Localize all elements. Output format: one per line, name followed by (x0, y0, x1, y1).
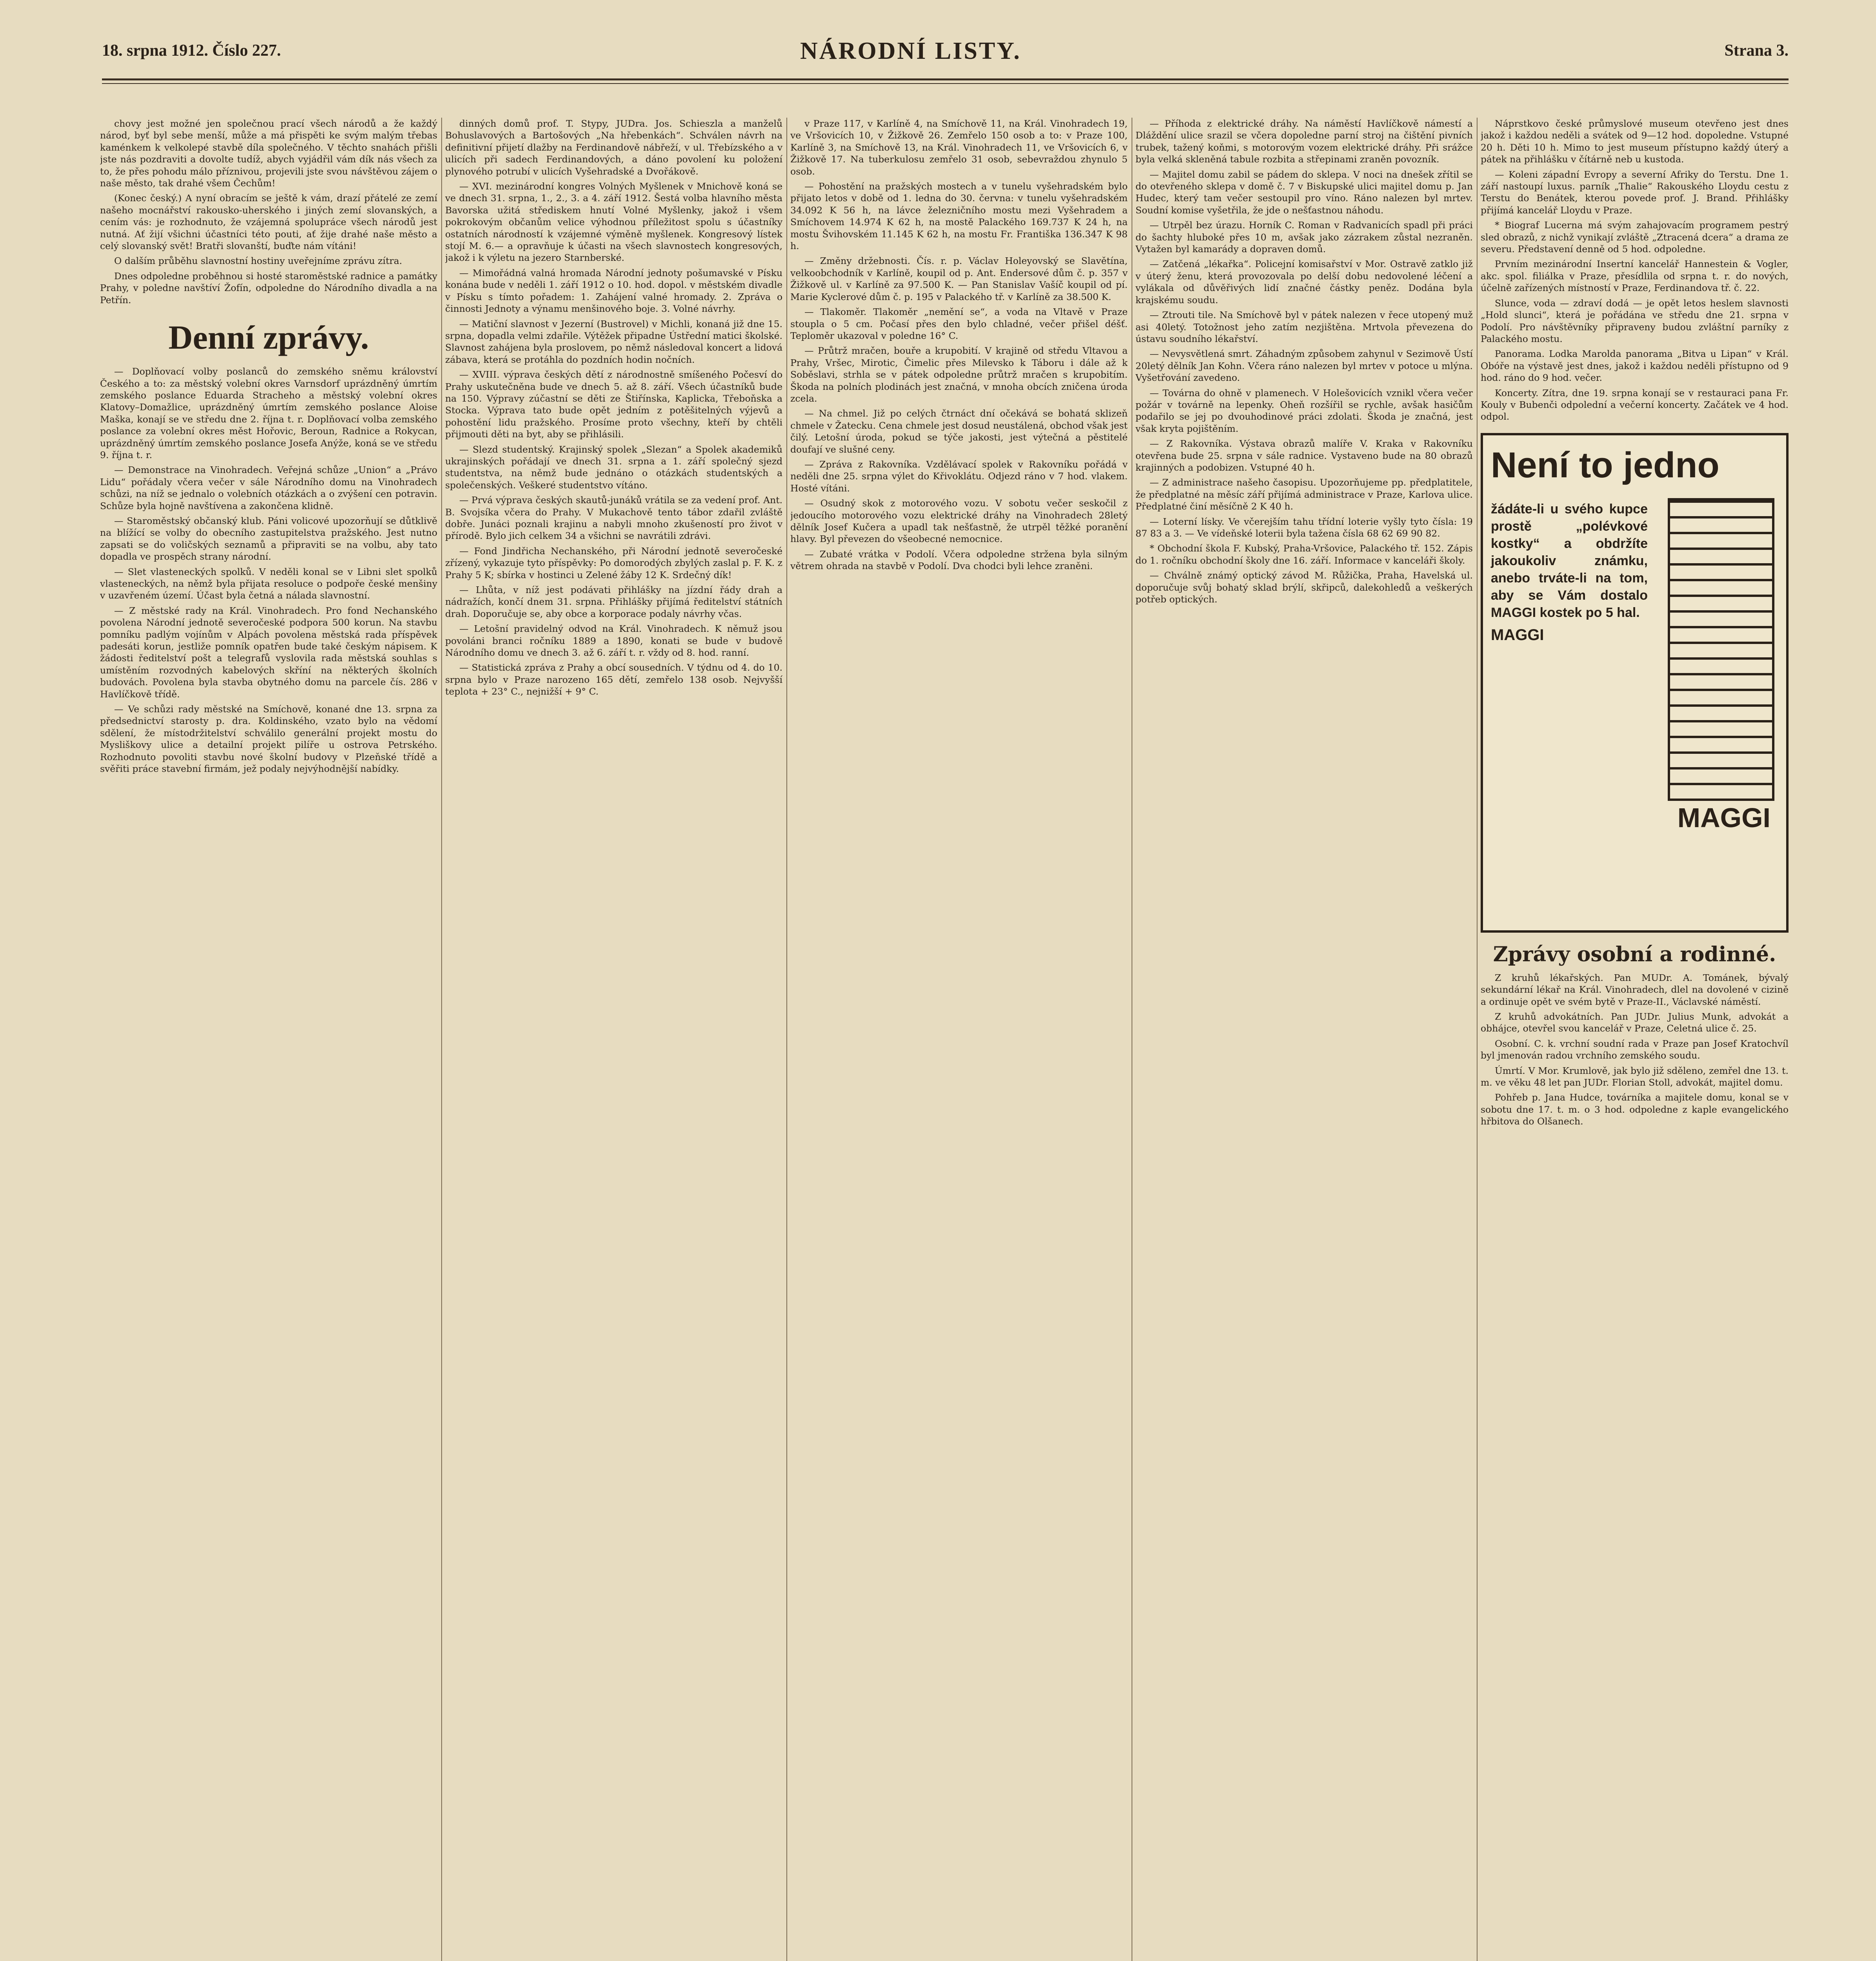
news-item: — Tlakoměr. Tlakoměr „nemění se“, a voda na Vltavě v Praze stoupla o 5 cm. Počasí přes den bylo chladné, večer přišel déšť. Teploměr ukazoval v poledne 16° C. (790, 306, 1128, 341)
section-heading: Zprávy osobní a rodinné. (1493, 942, 1776, 966)
news-item: dinných domů prof. T. Stypy, JUDra. Jos. Schieszla a manželů Bohuslavových a Bartošových „Na hřebenkách“. Schválen návrh na definitivní přijetí dlažby na Ferdinandově nábřeží, v ul. Třebízského a v ulicích při sadech Ferdinandových, a dáno povolení ku položení plynového potrubí v ulicích Vyšehradské a Dvořákově. (445, 118, 782, 177)
article-paragraph: (Konec český.) A nyní obracím se ještě k vám, drazí přátelé ze zemí našeho mocnářství rakousko-uherského i jiných zemí slovanských, a cením vás: je rozhodnuto, že vzájemná spolupráce všech národů jest nutná. Ať žijí všichni účastníci této pouti, ať žije drahé naše město a celý slovanský svět! Bratři slovanští, buďte nám vítáni! (100, 193, 437, 252)
news-item: — Doplňovací volby poslanců do zemského sněmu království Českého a to: za městský volební okres Varnsdorf uprázdněný úmrtím zemského poslance Eduarda Stracheho a městský volební okres Klatovy–Domažlice, uprázdněný úmrtím zemského poslance Aloise Maška, konají se ve středu dne 2. října t. r. Doplňovací volba zemského poslance za volební okres měst Hořovic, Beroun, Radnice a Rokycan, uprázdněný úmrtím zemského poslance Josefa Anýže, koná se ve středu 9. října t. r. (100, 366, 437, 460)
news-item: — Lhůta, v níž jest podávati přihlášky na jízdní řády drah a nádražích, končí dnem 31. srpna. Přihlášky přijímá ředitelství státních drah. Doporučuje se, aby obce a korporace podaly návrhy včas. (445, 584, 782, 619)
article-paragraph: O dalším průběhu slavnostní hostiny uveřejníme zprávu zítra. (114, 255, 402, 267)
news-item: — Změny držebnosti. Čís. r. p. Václav Holeyovský se Slavětína, velkoobchodník v Karlíně, koupil od p. Ant. Endersové dům č. p. 357 v Žižkově ul. v Karlíně za 97.500 K. — Pan Stanislav Vašíč koupil od pí. Marie Kyclerové dům č. p. 195 v Palackého tř. v Karlíně za 38.500 K. (790, 255, 1128, 302)
ad-headline: Není to jedno (1491, 445, 1720, 485)
news-item: — Staroměstský občanský klub. Páni volicové upozorňují se důtklivě na blížící se volby do obecního zastupitelstva pražského. Jest nutno zapsati se do voličských seznamů a připraviti se na volbu, aby tato dopadla ve prospěch strany národní. (100, 515, 437, 562)
news-item: — Pohostění na pražských mostech a v tunelu vyšehradském bylo přijato letos v době od 1. ledna do 30. června: v tunelu vyšehradském 34.092 K 56 h, na lávce železničního mostu mezi Vyšehradem a Smíchovem 14.974 K 62 h, na mostě Palackého 169.737 K 24 h, na mostu Švihovském 11.145 K 62 h, na mostu Fr. Františka 136.347 K 98 h. (790, 181, 1128, 252)
news-item: Slunce, voda — zdraví dodá — je opět letos heslem slavnosti „Hold slunci“, která je pořádána ve středu dne 21. srpna v Podolí. Pro návštěvníky připraveny budou zvláštní parníky z Palackého mostu. (1481, 297, 1789, 344)
news-item: — Demonstrace na Vinohradech. Veřejná schůze „Union“ a „Právo Lidu“ pořádaly včera večer v sále Národního domu na Vinohradech schůzi, na níž se jednalo o volebních otázkách a o zvýšení cen potravin. Schůze byla hojně navštívena a zakončena klidně. (100, 464, 437, 511)
news-item: — Z Rakovníka. Výstava obrazů malíře V. Kraka v Rakovníku otevřena bude 25. srpna v sále radnice. Vystaveno bude na 80 obrazů krajinných a podobizen. Vstupné 40 h. (1135, 438, 1473, 473)
news-item: — Slezd studentský. Krajinský spolek „Slezan“ a Spolek akademiků ukrajinských pořádají ve dnech 31. srpna a 1. září společný sjezd studentstva, na němž bude jednáno o otázkách studentských a společenských. Veškeré studentstvo vítáno. (445, 444, 782, 491)
news-item: — Prvá výprava českých skautů-junáků vrátila se za vedení prof. Ant. B. Svojsíka včera do Prahy. V Mukachově tento tábor zdařil zvláště dobře. Junáci poznali krajinu a nabyli mnoho zkušeností pro život v přírodě. Bylo jich celkem 34 a všichni se navrátili zdrávi. (445, 495, 782, 542)
news-item: — Osudný skok z motorového vozu. V sobotu večer seskočil z jedoucího motorového vozu elektrické dráhy na Vinohradech 28letý dělník Josef Kučera a upadl tak nešťastně, že utrpěl těžké poranění hlavy. Byl převezen do všeobecné nemocnice. (790, 498, 1128, 545)
news-item: — Majitel domu zabil se pádem do sklepa. V noci na dnešek zřítil se do otevřeného sklepa v domě č. 7 v Biskupské ulici majitel domu p. Jan Hudec, který tam večer sestoupil pro víno. Ráno nalezen byl mrtev. Soudní komise vyšetřila, že jde o nešťastnou náhodu. (1135, 169, 1473, 216)
column-divider (441, 118, 442, 1961)
article-paragraph: Dnes odpoledne proběhnou si hosté staroměstské radnice a památky Prahy, v poledne navštíví Žofín, odpoledne do Národního divadla a na Petřín. (100, 270, 437, 306)
column-5 (1481, 118, 1789, 1961)
news-item: — Loterní lísky. Ve včerejším tahu třídní loterie vyšly tyto čísla: 19 87 83 a 3. — Ve vídeňské loterii byla tažena čísla 68 62 69 90 82. (1135, 516, 1473, 539)
news-item: — Průtrž mračen, bouře a krupobití. V krajině od středu Vltavou a Prahy, Vršec, Mirotic, Čimelic přes Milevsko k Táboru i dále až k Soběslavi, strhla se v pátek odpoledne průtrž mračen s krupobitím. Škoda na polních plodinách jest značná, v mnoha obcích zničena úroda zcela. (790, 345, 1128, 404)
news-item: v Praze 117, v Karlíně 4, na Smíchově 11, na Král. Vinohradech 19, ve Vršovicích 10, v Žižkově 26. Zemřelo 150 osob a to: v Praze 100, Karlíně 3, na Smíchově 13, na Král. Vinohradech 11, ve Vršovicích 6, v Žižkově 17. Na tuberkulosu zemřelo 31 osob, sebevraždou zhynulo 5 osob. (790, 118, 1128, 177)
issue-date: 18. srpna 1912. Číslo 227. (102, 42, 281, 60)
news-item: — Zpráva z Rakovníka. Vzdělávací spolek v Rakovníku pořádá v neděli dne 25. srpna výlet do Křivoklátu. Odjezd ráno v 7 hod. vlakem. Hosté vítáni. (790, 458, 1128, 494)
ad-body-text: žádáte-li u svého kupce prostě „polévkové kostky“ a obdržíte jakoukoliv známku, anebo trváte-li na tom, aby se Vám dostalo MAGGI kostek po 5 hal. (1491, 501, 1648, 620)
section-heading: Denní zprávy. (168, 318, 369, 357)
news-item: — Zubaté vrátka v Podolí. Včera odpoledne stržena byla silným větrem ohrada na stavbě v Podolí. Dva chodci byli lehce zraněni. (790, 548, 1128, 572)
ad-brand: MAGGI (1491, 626, 1544, 644)
news-item: — Letošní pravidelný odvod na Král. Vinohradech. K němuž jsou povoláni branci ročníku 1889 a 1890, konati se bude v budově Národního domu ve dnech 3. až 6. září t. r. vždy od 8. hod. ranní. (445, 623, 782, 659)
masthead (102, 37, 1789, 73)
newspaper-title: NÁRODNÍ LISTY. (800, 38, 1021, 64)
news-item: Úmrtí. V Mor. Krumlově, jak bylo již sděleno, zemřel dne 13. t. m. ve věku 48 let pan JUDr. Florian Stoll, advokát, majitel domu. (1481, 1065, 1789, 1088)
column-2 (445, 118, 782, 1961)
news-item: Osobní. C. k. vrchní soudní rada v Praze pan Josef Kratochvíl byl jmenován radou vrchního zemského soudu. (1481, 1038, 1789, 1061)
news-item: * Biograf Lucerna má svým zahajovacím programem pestrý sled obrazů, z nichž vynikají zvláště „Ztracená dcera“ a drama ze severu. Představení denně od 5 hod. odpoledne. (1481, 220, 1789, 255)
page-number: Strana 3. (1724, 42, 1789, 60)
article-paragraph: chovy jest možné jen společnou prací všech národů a že každý národ, byť byl sebe menší, může a má přispěti ke svým malým třebas kaménkem k velkolepé stavbě díla společného. V těchto snahách přišli jste nás pozdraviti a dovolte tudíž, abych vyjádřil vám dík nás všech za to, že přes pohodu málo příznivou, projevili jste svou návštěvou zájem o naše město, tak drahé všem Čechům! (100, 118, 437, 189)
column-1 (100, 118, 437, 1961)
column-4 (1135, 118, 1473, 1961)
news-item: — Z městské rady na Král. Vinohradech. Pro fond Nechanského povolena Národní jednotě severočeské podpora 500 korun. Na stavbu pomníku padlým vojínům v Alpách povolena městská rada příspěvek padesáti korun, jestliže pomník opatřen bude také českým nápisem. K žádosti ředitelství pošt a telegrafů vyslovila rada městská souhlas s umístěním rozvodných kabelových skříní na některých školních budovách. Povolena byla stavba obytného domu na parcele čís. 286 v Havlíčkově třídě. (100, 605, 437, 700)
news-item: — Koleni západní Evropy a severní Afriky do Terstu. Dne 1. září nastoupí luxus. parník „Thalie“ Rakouského Lloydu cestu z Terstu do Benátek, kterou povede prof. J. Brand. Přihlášky přijímá kancelář Lloydu v Praze. (1481, 169, 1789, 216)
news-item: — Příhoda z elektrické dráhy. Na náměstí Havlíčkově námestí a Dláždění ulice srazil se včera dopoledne parní stroj na čištění pivních trubek, tažený koňmi, s motorovým vozem elektrické dráhy. Při srážce byla velká skleněná tabule rozbita a střepinami zraněn povozník. (1135, 118, 1473, 165)
news-item: — Chválně známý optický závod M. Růžička, Praha, Havelská ul. doporučuje svůj bohatý sklad brýlí, skřipců, dalekohledů a veškerých potřeb optických. (1135, 570, 1473, 605)
news-item: — XVIII. výprava českých dětí z národnostně smíšeného Počesví do Prahy uskutečněna bude ve dnech 5. až 8. září. Všech účastníků bude na 150. Výpravy zúčastní se děti ze Štiřínska, Kaplicka, Třeboňska a Stocka. Výprava tato bude opět jedním z potěšitelných výjevů a pohostění lidu pražského. Prosíme proto všechny, kteří by chtěli přijmouti děti na byt, aby se přihlásili. (445, 369, 782, 440)
news-item: Náprstkovo české průmyslové museum otevřeno jest dnes jakož i každou neděli a svátek od 9—12 hod. dopoledne. Vstupné 20 h. Děti 10 h. Mimo to jest museum přístupno každý úterý a pátek na přihlášku v čítárně neb u kustoda. (1481, 118, 1789, 165)
column-3 (790, 118, 1128, 1961)
news-item: — Zatčená „lékařka“. Policejní komisařství v Mor. Ostravě zatklo již v úterý ženu, která provozovala po delší dobu nedovolené léčení a vylákala od důvěřivých lidí značné částky peněz. Dodána byla krajskému soudu. (1135, 258, 1473, 306)
column-divider (786, 118, 787, 1961)
news-item: — Mimořádná valná hromada Národní jednoty pošumavské v Písku konána bude v neděli 1. září 1912 o 10. hod. dopol. v městském divadle v Písku s tímto pořadem: 1. Zahájení valné hromady. 2. Zpráva o činnosti Jednoty a výnamu menšinového boje. 3. Volné návrhy. (445, 267, 782, 315)
news-item: Koncerty. Zítra, dne 19. srpna konají se v restauraci pana Fr. Kouly v Bubenči odpolední a večerní koncerty. Začátek ve 4 hod. odpol. (1481, 387, 1789, 422)
news-item: Z kruhů advokátních. Pan JUDr. Julius Munk, advokát a obhájce, otevřel svou kancelář v Praze, Celetná ulice č. 25. (1481, 1011, 1789, 1034)
news-item: — Utrpěl bez úrazu. Horník C. Roman v Radvanicích spadl při práci do šachty hluboké přes 10 m, avšak jako zázrakem zůstal nezraněn. Vytažen byl kamarády a dopraven domů. (1135, 220, 1473, 255)
header-rule (102, 78, 1789, 80)
news-item: — Z administrace našeho časopisu. Upozorňujeme pp. předplatitele, že předplatné na měsíc září přijímá administrace v Praze, Karlova ulice. Předplatné činí měsíčně 2 K 40 h. (1135, 477, 1473, 512)
news-item: — XVI. mezinárodní kongres Volných Myšlenek v Mnichově koná se ve dnech 31. srpna, 1., 2., 3. a 4. září 1912. Šestá volba hlavního města Bavorska užitá střediskem hnutí Volné Myšlenky, jakož i všem pokrokovým občanům velice výhodnou příležitost spolu s účastníky ostatních národností k vzájemné výměně myšlenek. Kongresový lístek stojí M. 6.— a opravňuje k účasti na všech slavnostech kongresových, jakož i k výletu na jezero Starnberské. (445, 181, 782, 264)
news-item: — Matiční slavnost v Jezerní (Bustrovel) v Michli, konaná již dne 15. srpna, dopadla velmi zdařile. Výtěžek připadne Ústřední matici školské. Slavnost zahájena byla proslovem, po němž následoval koncert a lidová zábava, která se protáhla do pozdních hodin nočních. (445, 318, 782, 365)
news-item: Pohřeb p. Jana Hudce, továrníka a majitele domu, konal se v sobotu dne 17. t. m. o 3 hod. odpoledne z kaple evangelického hřbitova do Olšanech. (1481, 1092, 1789, 1127)
news-item: Z kruhů lékařských. Pan MUDr. A. Tománek, bývalý sekundární lékař na Král. Vinohradech, dlel na dovolené v cizině a ordinuje opět ve svém bytě v Praze-II., Václavské náměstí. (1481, 972, 1789, 1007)
news-item: * Obchodní škola F. Kubský, Praha-Vršovice, Palackého tř. 152. Zápis do 1. ročníku obchodní školy dne 16. září. Informace v kanceláři školy. (1135, 543, 1473, 566)
bouillon-cube-illustration (1668, 498, 1774, 801)
news-item: — Fond Jindřicha Nechanského, při Národní jednotě severočeské zřízený, vykazuje tyto příspěvky: Po domorodých zbylých zaslal p. F. K. z Prahy 5 K; sbírka v hostinci u Zelené žáby 12 K. Srdečný dík! (445, 545, 782, 580)
maggi-advertisement (1481, 433, 1789, 933)
news-item: — Slet vlasteneckých spolků. V neděli konal se v Libni slet spolků vlasteneckých, na němž byla přijata resoluce o podpoře české menšiny v uzavřeném území. Účast byla četná a nálada slavnostní. (100, 566, 437, 601)
cube-brand-label: MAGGI (1677, 802, 1770, 833)
news-item: — Statistická zpráva z Prahy a obcí sousedních. V týdnu od 4. do 10. srpna bylo v Praze narozeno 165 dětí, zemřelo 138 osob. Nejvyšší teplota + 23° C., nejnižší + 9° C. (445, 662, 782, 697)
header-rule-thin (102, 83, 1789, 84)
news-item: — Na chmel. Již po celých čtrnáct dní očekává se bohatá sklizeň chmele v Žatecku. Cena chmele jest dosud neustálená, obchod však jest čilý. Letošní úroda, pokud se týče jakosti, jest výtečná a pěstitelé doufají ve slušné ceny. (790, 408, 1128, 455)
news-item: Prvním mezinárodní Insertní kancelář Hannestein & Vogler, akc. spol. filiálka v Praze, přesídlila od srpna t. r. do nových, účelně zařízených místností v Praze, Ferdinandova tř. č. 22. (1481, 258, 1789, 294)
news-item: — Ztrouti tile. Na Smíchově byl v pátek nalezen v řece utopený muž asi 40letý. Totožnost jeho zatím nezjištěna. Mrtvola převezena do ústavu soudního lékařství. (1135, 309, 1473, 344)
news-item: — Továrna do ohně v plamenech. V Holešovicích vznikl včera večer požár v továrně na lepenky. Oheň rozšířil se rychle, avšak hasičům podařilo se jej po dvouhodinové práci zdolati. Škoda je značná, jest však kryta pojištěním. (1135, 387, 1473, 434)
column-divider (1477, 118, 1478, 1961)
news-item: — Ve schůzi rady městské na Smíchově, konané dne 13. srpna za předsednictví starosty p. dra. Koldinského, vzato bylo na vědomí sdělení, že místodržitelství schválilo generální projekt mostu do Mysliškovy ulice a detailní projekt pilíře u ostrova Petrského. Rozhodnuto povoliti stavbu nové školní budovy v Plzeňské třídě a svěřiti práce stavební firmám, jež podaly nejvýhodnější nabídky. (100, 704, 437, 775)
news-item: — Nevysvětlená smrt. Záhadným způsobem zahynul v Sezimově Ústí 20letý dělník Jan Kohn. Včera ráno nalezen byl mrtev v potoce u mlýna. Vyšetřování zavedeno. (1135, 348, 1473, 384)
news-item: Panorama. Lodka Marolda panorama „Bitva u Lipan“ v Král. Obóře na výstavě jest dnes, jakož i každou neděli přístupno od 9 hod. ráno do 9 hod. večer. (1481, 348, 1789, 384)
